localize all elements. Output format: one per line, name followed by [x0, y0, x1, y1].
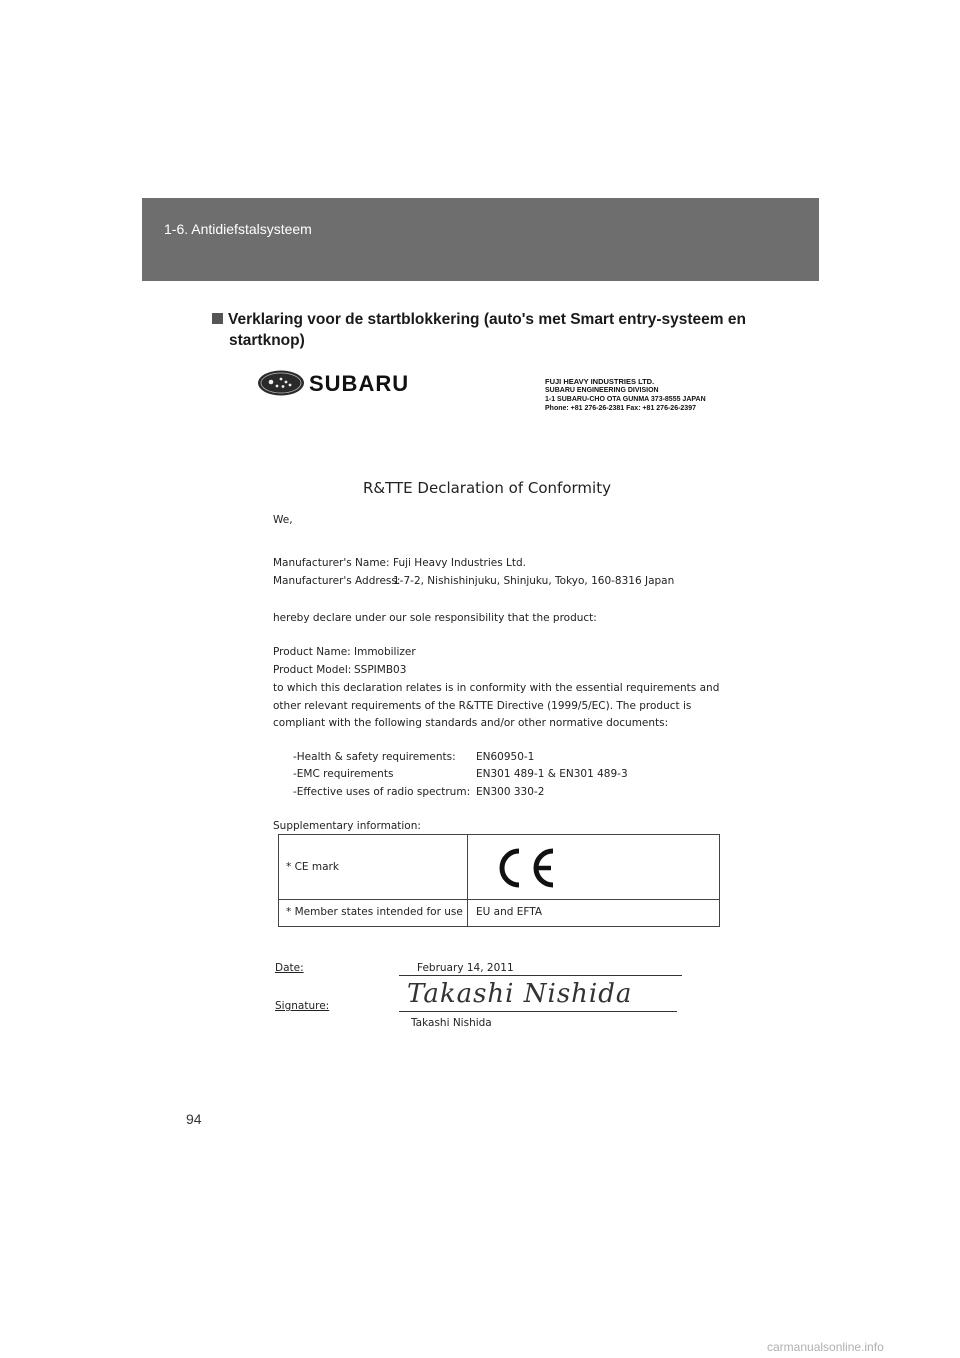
standard-requirement: -EMC requirements [293, 768, 394, 780]
section-heading [212, 309, 772, 351]
signatory-name: Takashi Nishida [411, 1017, 492, 1029]
we-text: We, [273, 514, 293, 526]
company-line: Phone: +81 276-26-2381 Fax: +81 276-26-2397 [545, 405, 696, 412]
date-underline [399, 975, 682, 976]
ce-mark-label: * CE mark [286, 861, 339, 873]
standard-value: EN301 489-1 & EN301 489-3 [476, 768, 628, 780]
page-number: 94 [186, 1111, 202, 1127]
section-heading-line2: startknop) [229, 332, 305, 349]
declaration-statement: hereby declare under our sole responsibility that the product: [273, 612, 597, 624]
conformity-line: other relevant requirements of the R&TTE Directive (1999/5/EC). The product is [273, 700, 692, 712]
company-line: 1-1 SUBARU-CHO OTA GUNMA 373-8555 JAPAN [545, 396, 706, 403]
standard-value: EN300 330-2 [476, 786, 545, 798]
signature-label: Signature: [275, 1000, 330, 1012]
table-column-divider [467, 835, 468, 926]
brand-wordmark: SUBARU [309, 371, 410, 396]
company-line: SUBARU ENGINEERING DIVISION [545, 387, 659, 394]
square-bullet-icon [212, 313, 223, 324]
date-value: February 14, 2011 [417, 962, 514, 974]
standard-value: EN60950-1 [476, 751, 535, 763]
conformity-line: to which this declaration relates is in conformity with the essential requirements and [273, 682, 720, 694]
supplementary-label: Supplementary information: [273, 820, 421, 832]
member-states-label: * Member states intended for use [286, 906, 463, 918]
subaru-logo-icon [257, 369, 305, 397]
supplementary-table [278, 834, 720, 927]
table-row-divider [279, 899, 719, 900]
handwritten-signature: Takashi Nishida [407, 979, 633, 1009]
manufacturer-address-value: 1-7-2, Nishishinjuku, Shinjuku, Tokyo, 160-8316 Japan [393, 575, 675, 587]
section-heading-line1: Verklaring voor de startblokkering (auto's met Smart entry-systeem en [228, 311, 746, 328]
product-name-value: Immobilizer [354, 646, 416, 658]
standard-requirement: -Health & safety requirements: [293, 751, 456, 763]
product-name-label: Product Name: [273, 646, 351, 658]
manufacturer-name-value: Fuji Heavy Industries Ltd. [393, 557, 526, 569]
chapter-title: 1-6. Antidiefstalsysteem [164, 221, 312, 237]
declaration-title: R&TTE Declaration of Conformity [363, 479, 611, 497]
chapter-header-bar [142, 198, 819, 281]
signature-underline [399, 1011, 677, 1012]
company-line: FUJI HEAVY INDUSTRIES LTD. [545, 377, 655, 386]
product-model-value: SSPIMB03 [354, 664, 407, 676]
watermark: carmanualsonline.info [767, 1340, 884, 1354]
standard-requirement: -Effective uses of radio spectrum: [293, 786, 471, 798]
ce-mark-icon [489, 847, 557, 889]
member-states-value: EU and EFTA [476, 906, 543, 918]
company-address-block [545, 377, 706, 413]
date-label: Date: [275, 962, 304, 974]
manufacturer-address-label: Manufacturer's Address: [273, 575, 401, 587]
product-model-label: Product Model: [273, 664, 352, 676]
manufacturer-name-label: Manufacturer's Name: [273, 557, 390, 569]
conformity-line: compliant with the following standards and/or other normative documents: [273, 717, 669, 729]
